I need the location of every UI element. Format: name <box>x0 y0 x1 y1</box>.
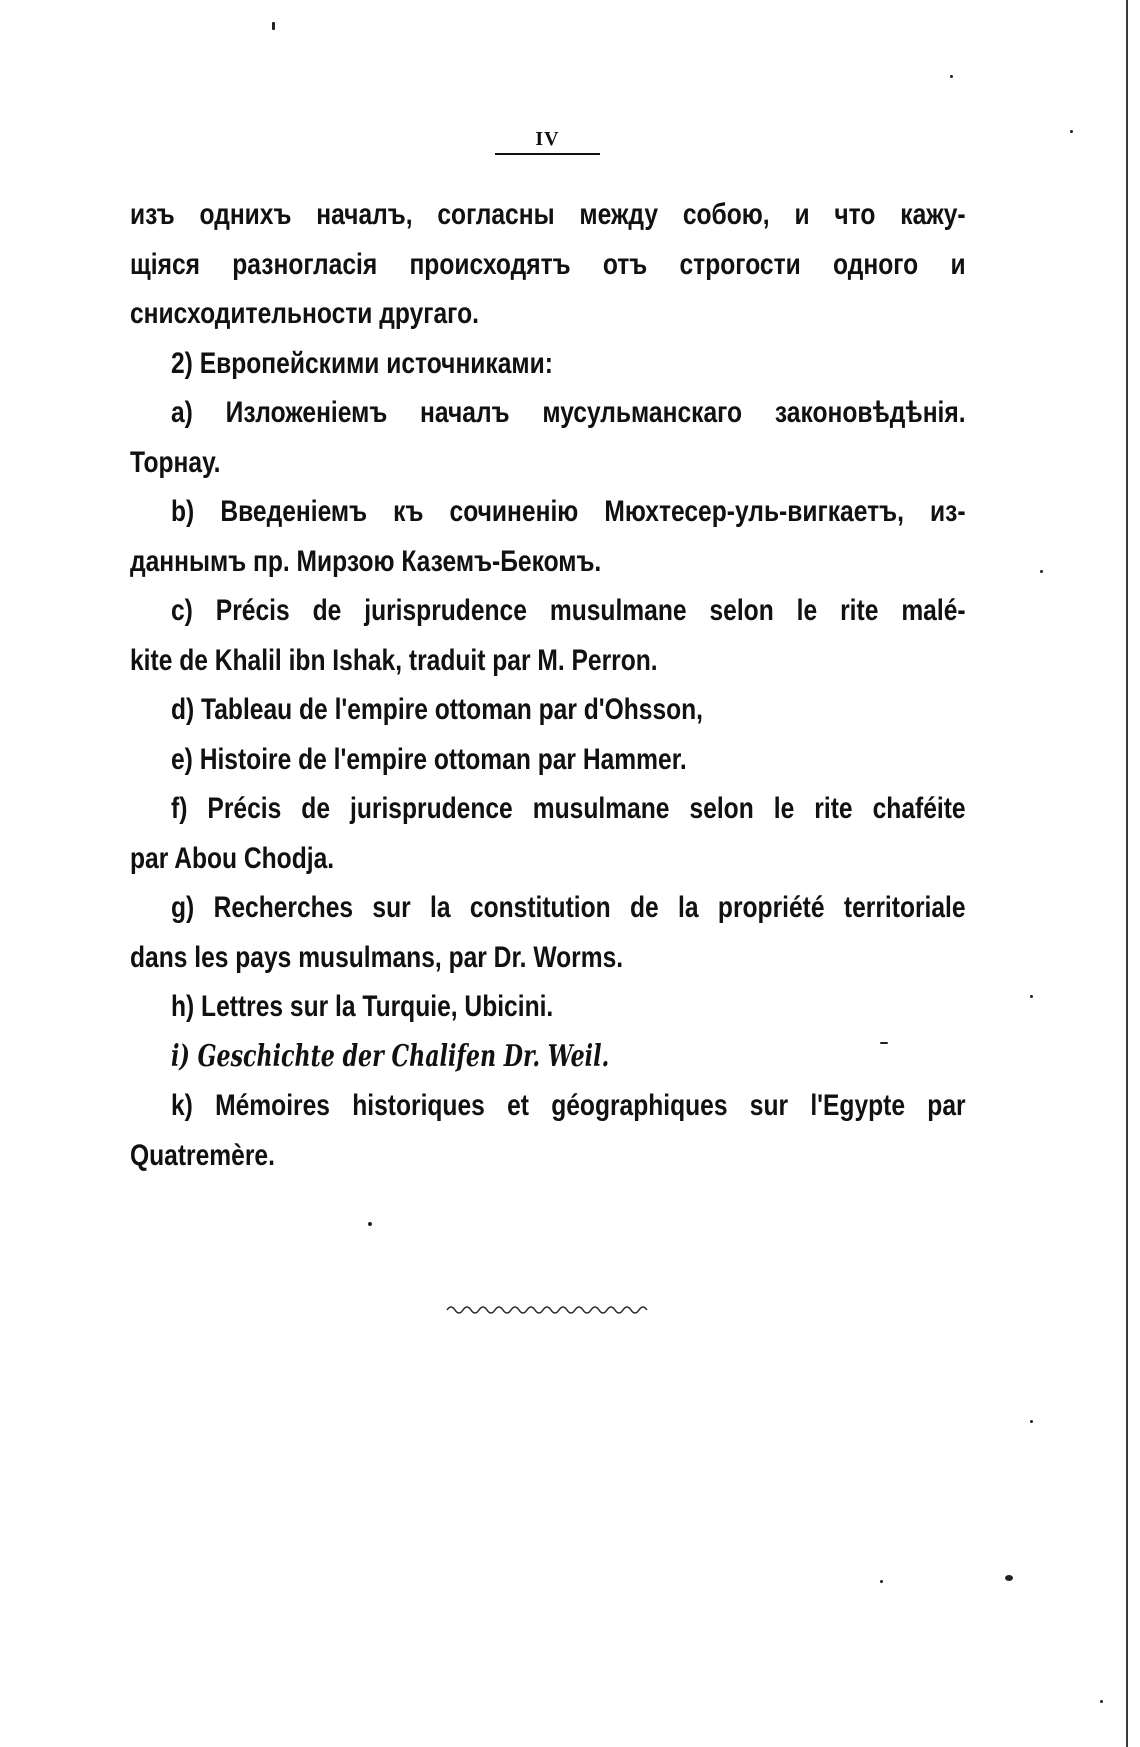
body-text <box>130 190 966 1180</box>
print-speck <box>1070 130 1073 133</box>
print-speck <box>950 75 953 78</box>
text-line: снисходительности другаго. <box>130 297 479 330</box>
print-speck <box>1100 1700 1103 1703</box>
text-line: даннымъ пр. Мирзою Каземъ-Бекомъ. <box>130 544 602 578</box>
print-speck <box>880 1580 883 1583</box>
text-line: изъ однихъ началъ, согласны между собою, и что кажу- <box>130 198 966 231</box>
text-line: i) Geschichte der Chalifen Dr. Weil. <box>171 1038 610 1074</box>
text-line: dans les pays musulmans, par Dr. Worms. <box>130 940 624 974</box>
print-speck <box>880 1042 888 1044</box>
text-line: d) Tableau de l'empire ottoman par d'Ohsson, <box>171 693 704 726</box>
print-speck <box>1040 570 1043 573</box>
print-speck <box>1030 995 1033 998</box>
ornament-divider <box>445 1300 653 1320</box>
text-line: Quatremère. <box>130 1138 275 1172</box>
print-speck <box>1030 1420 1033 1423</box>
text-line: h) Lettres sur la Turquie, Ubicini. <box>171 990 554 1023</box>
text-line: щіяся разногласія происходятъ отъ строгости одного и <box>130 247 966 281</box>
text-line: e) Histoire de l'empire ottoman par Hammer. <box>171 742 687 776</box>
text-line: c) Précis de jurisprudence musulmane selon le rite malé- <box>171 594 966 627</box>
text-line: g) Recherches sur la constitution de la propriété territoriale <box>171 891 966 924</box>
text-line: k) Mémoires historiques et géographiques sur l'Egypte par <box>171 1089 966 1122</box>
page-number: IV <box>535 128 560 150</box>
text-line: 2) Европейскими источниками: <box>171 346 553 380</box>
print-speck <box>1005 1575 1013 1581</box>
text-line: Торнау. <box>130 445 221 479</box>
text-line: b) Введеніемъ къ сочиненію Мюхтесер-уль-вигкаетъ, из- <box>171 495 966 528</box>
text-line: f) Précis de jurisprudence musulmane selon le rite chaféite <box>171 792 966 825</box>
text-line: kite de Khalil ibn Ishak, traduit par M. Perron. <box>130 643 658 677</box>
page-header <box>495 128 600 155</box>
text-line: a) Изложеніемъ началъ мусульманскаго законовѣдѣнія. <box>171 396 966 429</box>
page-edge-line <box>1126 0 1128 1747</box>
print-speck <box>368 1222 372 1226</box>
header-rule <box>495 153 600 155</box>
text-line: par Abou Chodja. <box>130 841 335 875</box>
print-speck <box>272 22 275 30</box>
